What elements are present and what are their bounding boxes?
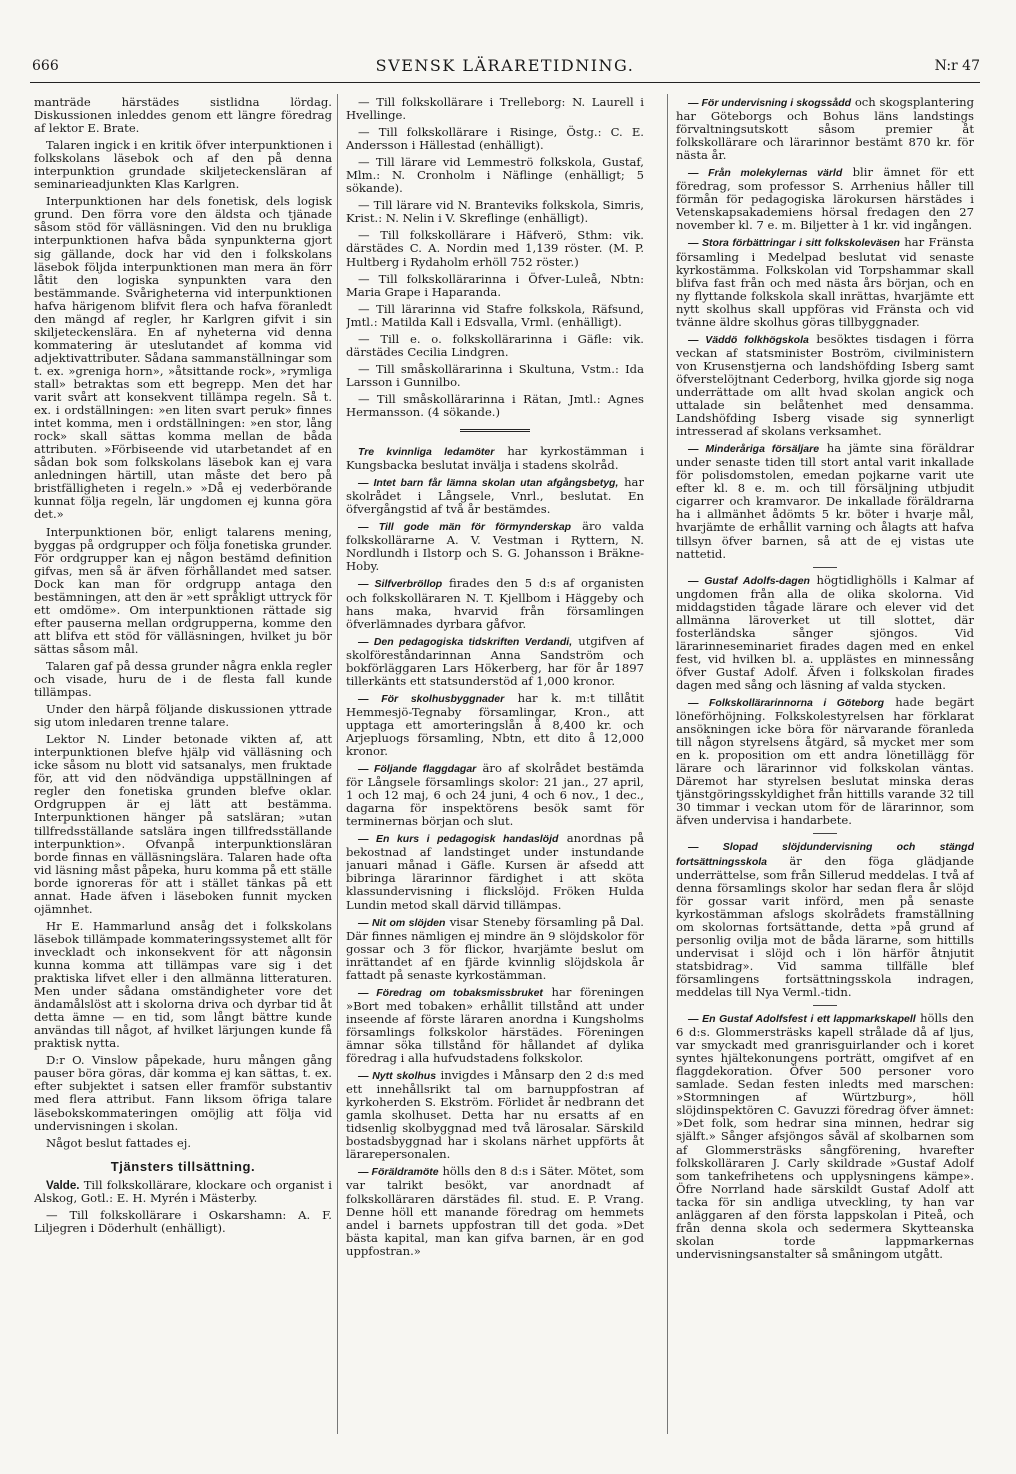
- paragraph: manträde härstädes sistlidna lördag. Diskussionen inleddes genom ett längre föredrag af lektor E. Brate.: [34, 96, 332, 136]
- news-item: Tre kvinnliga ledamöter har kyrkostämman i Kungsbacka beslutat invälja i stadens skolråd.: [346, 444, 644, 473]
- news-item: — Slopad slöjdundervisning och stängd fortsättningsskola är den föga glädjande underrättelse, som från Sillerud meddelas. I två af denna församlings skolor har sedan flera år slöjd för gossar varit införd, men på senaste kyrkostämman afslogs skolrådets framställning om skolornas fortsättande, detta »på grund af personlig ovilja mot de båda lärarne, som hittills undervisat i slöjd och i lön härför åtnjutit statsbidrag». Vid samma tillfälle blef församlingens fortsättningsskola indragen, meddelas till Nya Verml.-tidn.: [676, 841, 974, 999]
- appointment: — Till lärare vid N. Branteviks folkskola, Simris, Krist.: N. Nelin i V. Skreflinge (enhälligt).: [346, 198, 644, 226]
- paragraph: Interpunktionen har dels fonetisk, dels logisk grund. Den förra vore den äldsta och tjänade såsom stöd för välläsningen. Vid den nu brukliga interpunktionen hafva båda synpunkterna gjort sig gällande, dock har vid den i folkskolans läsebok följda interpunktionen man mera än förr låtit den logiska synpunkten vara den bestämmande. Svårigheterna vid interpunktionen hafva härigenom blifvit flera och hafva föranledt den mängd af regler, hr Karlgren gifvit i sin skiljeteckenslära. En af nyheterna vid denna kommatering är uteslutandet af komma vid adjektivattributer. Sådana sammanställningar som t. ex. »greniga horn», »åtsittande rock», »rymliga stall» betraktas som ett begrepp. Men det har varit svårt att konsekvent tillämpa regeln. Så t. ex. i ordställningen: »en liten svart peruk» finnes intet komma, men i ordställningen: »en stor, lång rock» skall sättas komma mellan de båda attributen. »Förbiseende vid utarbetandet af en sådan bok som folkskolans läsebok kan ej vara anledningen härtill, utan måste det bero på bristfälligheten i regeln.» »Då ej vederbörande kunnat följa regeln, lär ungdomen ej kunna göra det.»: [34, 194, 332, 522]
- appointment: — Till småskollärarinna i Rätan, Jmtl.: Agnes Hermansson. (4 sökande.): [346, 391, 644, 419]
- issue-number: N:r 47: [934, 58, 980, 74]
- paragraph: — Till folkskollärare i Oskarshamn: A. F. Liljegren i Döderhult (enhälligt).: [34, 1207, 332, 1235]
- news-item: — Från molekylernas värld blir ämnet för ett föredrag, som professor S. Arrhenius håller till förmån för pedagogiska lärokursen härstädes i Vetenskapsakademiens hörsal fredagen den 27 november kl. 7 e. m. Biljetter à 1 kr. vid ingången.: [676, 165, 974, 233]
- column-1: [34, 96, 332, 1436]
- appointment: — Till folkskollärare i Häfverö, Sthm: vik. därstädes C. A. Nordin med 1,139 röster. (M. P. Hultberg i Rydaholm erhöll 752 röster.): [346, 228, 644, 269]
- news-item: — Den pedagogiska tidskriften Verdandi, utgifven af skolföreståndarinnan Anna Sandström och bokförläggaren Lars Hökerberg, har för år 1897 tillerkänts ett statsunderstöd af 1,000 kronor.: [346, 633, 644, 688]
- journal-title: SVENSK LÄRARETIDNING.: [375, 56, 635, 75]
- paragraph: D:r O. Vinslow påpekade, huru mången gång pauser böra göras, där komma ej kan sättas, t. ex. efter subjektet i satsen eller framför substantiv med flera attribut. Fann liksom öfriga talare läsebokskommateringen omöjlig att följa vid undervisningen i skolan.: [34, 1053, 332, 1133]
- page-number: 666: [32, 58, 59, 74]
- news-item: — Intet barn får lämna skolan utan afgångsbetyg, har skolrådet i Långsele, Vnrl., beslutat. En öfvergångstid af två år bestämdes.: [346, 475, 644, 517]
- column-divider: [337, 94, 338, 1434]
- paragraph: Något beslut fattades ej.: [46, 1135, 192, 1150]
- section-rule: [460, 429, 530, 433]
- news-item: — Föredrag om tobaksmissbruket har föreningen »Bort med tobaken» erhållit tillstånd att under inseende af förste läraren anordna i Kungsholms församlings folkskolor härstädes. Föreningen ämnar söka tillstånd för hållandet af dylika föredrag i alla hufvudstadens folkskolor.: [346, 984, 644, 1066]
- news-item: — Nytt skolhus invigdes i Månsarp den 2 d:s med ett innehållsrikt tal om barnuppfostran af kyrkoherden S. Ekström. Förlidet år nedbrann det gamla skolhuset. Detta har nu ersatts af en tidsenlig skolbyggnad med två lärosalar. Särskild bostadsbyggnad har i skolans närhet uppförts åt lärarepersonalen.: [346, 1068, 644, 1162]
- news-item: — För undervisning i skogssådd och skogsplantering har Göteborgs och Bohus läns landstings förvaltningsutskott såsom premier åt folkskollärare och lärarinnor bestämt 870 kr. för nästa år.: [676, 96, 974, 163]
- column-3: [676, 96, 974, 1436]
- item-divider: [813, 1005, 837, 1006]
- item-divider: [813, 833, 837, 834]
- news-item: — Folkskollärarinnorna i Göteborg hade begärt löneförhöjning. Folkskolestyrelsen har förklarat ansökningen icke böra för närvarande föranleda till någon styrelsens åtgärd, så mycket mer som en k. proposition om ett andra lönetillägg för lärare och lärarinnor vid folkskolan väntas. Däremot har styrelsen beslutat minska deras tjänstgöringsskyldighet från hittills varande 32 till 30 timmar i veckan utom för de lärarinnor, som äfven undervisa i handarbete.: [676, 695, 974, 828]
- paragraph: Talaren ingick i en kritik öfver interpunktionen i folkskolans läsebok och af den på denna interpunktion grundade skiljeteckensläran af seminarieadjunkten Klas Karlgren.: [34, 138, 332, 192]
- appointment: — Till folkskollärare i Risinge, Östg.: C. E. Andersson i Hällestad (enhälligt).: [346, 125, 644, 153]
- news-item: — Nit om slöjden visar Steneby församling på Dal. Där finnes nämligen ej mindre än 9 slöjdskolor för gossar och 3 för flickor, hvarjämte beslut om inrättandet af en fjärde kvinnlig slöjdskola år fattadt på senaste kyrkostämman.: [346, 914, 644, 982]
- appointment: — Till folkskollärarinna i Öfver-Luleå, Nbtn: Maria Grape i Haparanda.: [346, 271, 644, 299]
- appointment: — Till lärarinna vid Stafre folkskola, Räfsund, Jmtl.: Matilda Kall i Edsvalla, Vrml. (enhälligt).: [346, 301, 644, 329]
- paragraph: Hr E. Hammarlund ansåg det i folkskolans läsebok tillämpade kommateringssystemet allt för inveckladt och inkonsekvent för att någonsin kunna komma att tillämpas vare sig i det praktiska lifvet eller i den allmänna litteraturen. Men under sådana omständigheter vore det ändamålslöst att i skolorna driva och dyrbar tid åt detta ämne — en tid, som långt bättre kunde användas till något, af hvilket lärjungen kunde få praktisk nytta.: [34, 918, 332, 1051]
- news-item: — För skolhusbyggnader har k. m:t tillåtit Hemmesjö-Tegnaby församlingar, Kron., att upptaga ett amorteringslån å 8,400 kr. och Arjepluogs församling, Nbtn, ett dito å 12,000 kronor.: [346, 690, 644, 759]
- paragraph: Interpunktionen bör, enligt talarens mening, byggas på ordgrupper och följa fonetiska grunder. För ordgrupper kan ej någon bestämd definition gifvas, men så är äfven förhållandet med satser. Dock kan man för ordgrupp antaga den bestämningen, att den är »ett språkligt uttryck för ett omdöme». Om interpunktionen rättade sig efter pauserna mellan ordgrupperna, komme den att blifva ett stöd för välläsningen, hvilket ju bör sättas såsom mål.: [34, 524, 332, 656]
- news-item: — Gustaf Adolfs-dagen högtidlighölls i Kalmar af ungdomen från alla de olika skolorna. Vid middagstiden tågade lärare och elever vid det allmänna läroverket ut till slottet, där fosterländska sånger sjöngos. Vid lärarinneseminariet firades dagen med en enkel fest, vid hvilken bl. a. upplästes en minnessång öfver Gustaf Adolf. Äfven i folkskolan firades dagen med sång och läsning af valda stycken.: [676, 572, 974, 692]
- appointment: — Till småskollärarinna i Skultuna, Vstm.: Ida Larsson i Gunnilbo.: [346, 361, 644, 389]
- news-item: — Följande flaggdagar äro af skolrådet bestämda för Långsele församlings skolor: 21 jan., 27 april, 1 och 12 maj, 6 och 24 juni, 4 och 6 nov., 1 dec., dagarna för inspektörens besök samt för terminernas början och slut.: [346, 761, 644, 829]
- appointment: — Till e. o. folkskollärarinna i Gäfle: vik. därstädes Cecilia Lindgren.: [346, 331, 644, 359]
- news-item: — En kurs i pedagogisk handaslöjd anordnas på bekostnad af landstinget under instundande januari månad i Gäfle. Kursen är afsedd att bibringa lärarinnor färdighet i att sköta klassundervisning i flickslöjd. Fröken Hulda Lundin metod skall därvid tillämpas.: [346, 831, 644, 912]
- appointment: — Till lärare vid Lemmeströ folkskola, Gustaf, Mlm.: N. Cronholm i Näflinge (enhälligt; 5 sökande).: [346, 155, 644, 196]
- column-2: [346, 96, 644, 1436]
- news-item: — Minderåriga försäljare ha jämte sina föräldrar under senaste tiden till stort antal varit inkallade för polisdomstolen, emedan pojkarne varit ute efter kl. 8 e. m. och till försäljning utbjudit cigarrer och kramvaror. De inkallade föräldrarna ha i allmänhet ådömts 5 kr. böter i hvarje mål, hvarjämte de erhållit varning och ålagts att hafva tillsyn öfver barnen, så att de ej vistas ute nattetid.: [676, 441, 974, 561]
- page-header: [30, 56, 980, 83]
- paragraph: Talaren gaf på dessa grunder några enkla regler och visade, huru de i de flesta fall kunde tillämpas.: [34, 658, 332, 700]
- news-item: — Till gode män för förmynderskap äro valda folkskollärarne A. V. Vestman i Ryttern, N. Nordlundh i Ilstorp och S. G. Johansson i Bräkne-Hoby.: [346, 519, 644, 574]
- news-item: — Stora förbättringar i sitt folkskoleväsen har Fränsta församling i Medelpad beslutat vid senaste kyrkostämma. Folkskolan vid Torpshammar skall blifva fast från och med nästa års början, och en ny flyttande folkskola skall inrättas, hvarjämte ett nytt skolhus skall uppföras vid Fränsta och vid tvänne äldre skolhus göras tillbyggnader.: [676, 235, 974, 329]
- section-heading: Tjänsters tillsättning.: [110, 1158, 256, 1174]
- appointment: Till folkskollärare, klockare och organist i Alskog, Gotl.: E. H. Myrén i Mästerby.: [34, 1177, 332, 1205]
- news-item: — Föräldramöte hölls den 8 d:s i Säter. Mötet, som var talrikt besökt, var anordnadt af folkskolläraren därstädes fil. stud. E. P. Vrang. Denne höll ett manande föredrag om hemmets andel i barnets uppfostran till det goda. »Det bästa kapital, man kan gifva barnen, är en god uppfostran.»: [346, 1164, 644, 1258]
- item-divider: [813, 567, 837, 568]
- paragraph: Under den härpå följande diskussionen yttrade sig utom inledaren trenne talare.: [34, 702, 332, 730]
- valde-label: Valde.: [46, 1178, 80, 1192]
- news-item: — En Gustaf Adolfsfest i ett lappmarkskapell hölls den 6 d:s. Glommersträsks kapell strålade då af ljus, var smyckadt med granrisguirlander och i koret syntes hjältekonungens porträtt, omgifvet af en flaggdekoration. Öfver 500 personer voro samlade. Sedan festen inledts med marschen: »Stormningen af Würtzburg», höll slöjdinspektören C. Gavuzzi föredrag öfver ämnet: »Det folk, som hedrar sina minnen, hedrar sig själft.» Sånger afsjöngos såväl af skolbarnen som af Glommersträsks sångförening, hvarefter folkskolläraren J. Carly skildrade »Gustaf Adolf som tankefrihetens och upplysningens kämpe». Öfre Norrland hade särskildt Gustaf Adolf att tacka för sin andliga utveckling, ty han var anläggaren af den första lappskolan i Piteå, och från denna skola och sedermera Skytteanska skolan torde lappmarkernas undervisningsanstalter så småningom utgått.: [676, 1011, 974, 1261]
- news-item: — Väddö folkhögskola besöktes tisdagen i förra veckan af statsminister Boström, civilministern von Krusenstjerna och landshöfding Isberg samt öfverstelöjtnant Cederborg, hvilka gjorde sig noga underrättade om allt hvad skolan angick och uttalade sin belåtenhet med densamma. Landshöfding Isberg visade sig synnerligt intresserad af skolans verksamhet.: [676, 331, 974, 439]
- news-item: — Silfverbröllop firades den 5 d:s af organisten och folkskolläraren N. T. Kjellbom i Häggeby och hans maka, hvarvid från församlingen öfverlämnades dyrbara gåfvor.: [346, 576, 644, 631]
- paragraph: Lektor N. Linder betonade vikten af, att interpunktionen blefve hjälp vid välläsning och icke såsom nu blott vid satsanalys, men fruktade för, att vid den nödvändiga uppställningen af regler den fonetiska grunden blefve oklar. Ordgruppen är ej lätt att bestämma. Interpunktionen hänger på satsläran; »utan tillfredsställande satslära ingen tillfredsställande interpunktion». Ofvanpå interpunktionsläran borde finnas en välläsningslära. Talaren hade ofta vid läsning måst påpeka, huru komma på ett ställe borde ignoreras för att i stället tänkas på ett annat. Hade äfven i läseboken funnit mycken ojämnhet.: [34, 732, 332, 916]
- column-divider: [667, 94, 668, 1434]
- appointment: — Till folkskollärare i Trelleborg: N. Laurell i Hvellinge.: [346, 96, 644, 123]
- paragraph: [34, 1179, 332, 1205]
